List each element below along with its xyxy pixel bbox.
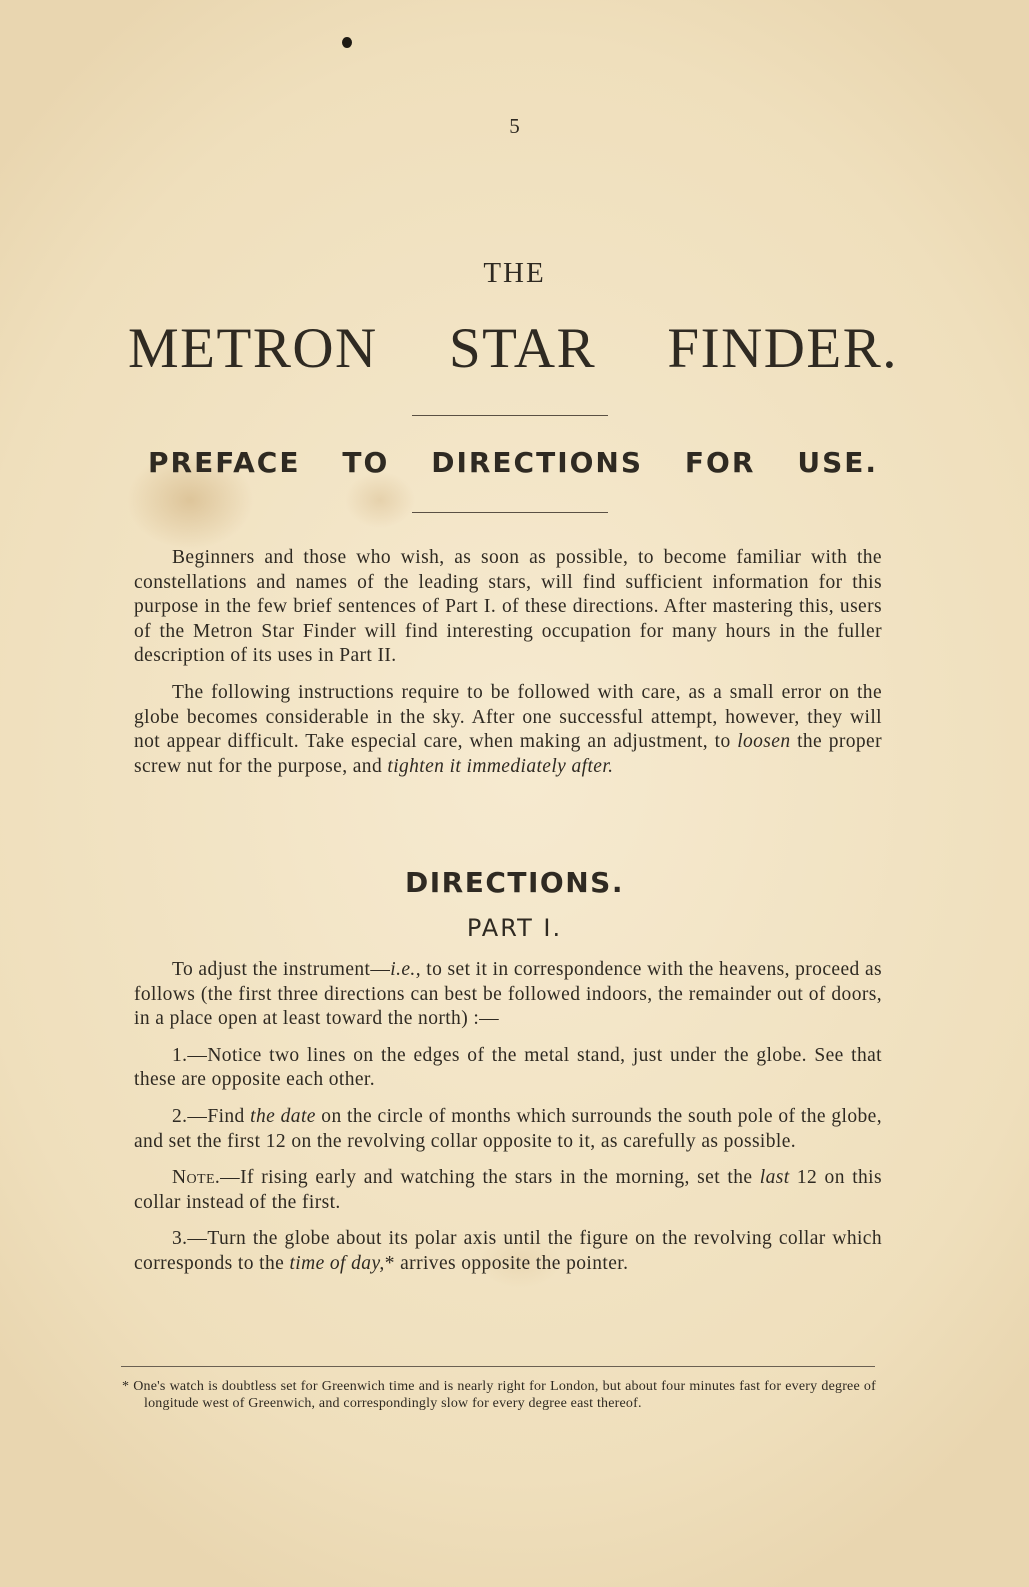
main-title: METRON STAR FINDER. xyxy=(128,317,898,380)
preface-paragraph-1: Beginners and those who wish, as soon as possible, to become familiar with the constellations and names of the leading stars, will find sufficient information for this purpose in the few brief sentences of Part I. of these directions. After mastering this, users of the Metron Star Finder will find interesting occupation for many hours in the fuller description of its uses in Part II. xyxy=(134,547,882,667)
preface-heading: PREFACE TO DIRECTIONS FOR USE. xyxy=(148,446,878,479)
directions-intro: To adjust the instrument—i.e., to set it in correspondence with the heavens, proceed as follows (the first three directions can best be followed indoors, the remainder out of doors, in a place open at least toward the north) :— xyxy=(134,959,882,1030)
footnote-text: * One's watch is doubtless set for Greenwich time and is nearly right for London, but about four minutes fast for every degree of longitude west of Greenwich, and correspondingly slow for every degree east thereof. xyxy=(122,1379,876,1411)
preface-text xyxy=(134,546,882,779)
footnote xyxy=(122,1378,876,1412)
footnote-divider xyxy=(121,1366,875,1367)
directions-heading: DIRECTIONS. xyxy=(405,866,624,899)
emphasis-loosen: loosen xyxy=(737,731,791,753)
direction-item-2: 2.—Find the date on the circle of months which surrounds the south pole of the globe, and set the first 12 on the revolving collar opposite to it, as carefully as possible. xyxy=(134,1105,882,1152)
preface-divider xyxy=(412,512,608,513)
direction-item-3: 3.—Turn the globe about its polar axis until the figure on the revolving collar which corresponds to the time of day,* arrives opposite the pointer. xyxy=(134,1228,882,1274)
binding-hole xyxy=(342,37,352,48)
direction-note: Note.—If rising early and watching the stars in the morning, set the last 12 on this collar instead of the first. xyxy=(134,1167,882,1213)
preface-paragraph-2: The following instructions require to be followed with care, as a small error on the globe becomes considerable in the sky. After one successful attempt, however, they will not appear difficult. Take especial care, when making an adjustment, to loosen the proper screw nut for the purpose, and tighten it immediately after. xyxy=(134,681,882,777)
title-the: THE xyxy=(483,257,546,289)
directions-text xyxy=(134,958,882,1277)
part-heading: PART I. xyxy=(466,914,563,942)
title-divider xyxy=(412,415,608,416)
emphasis-tighten: tighten it immediately after. xyxy=(387,755,614,777)
direction-item-1: 1.—Notice two lines on the edges of the metal stand, just under the globe. See that these are opposite each other. xyxy=(134,1044,882,1091)
page-number: 5 xyxy=(509,114,520,138)
